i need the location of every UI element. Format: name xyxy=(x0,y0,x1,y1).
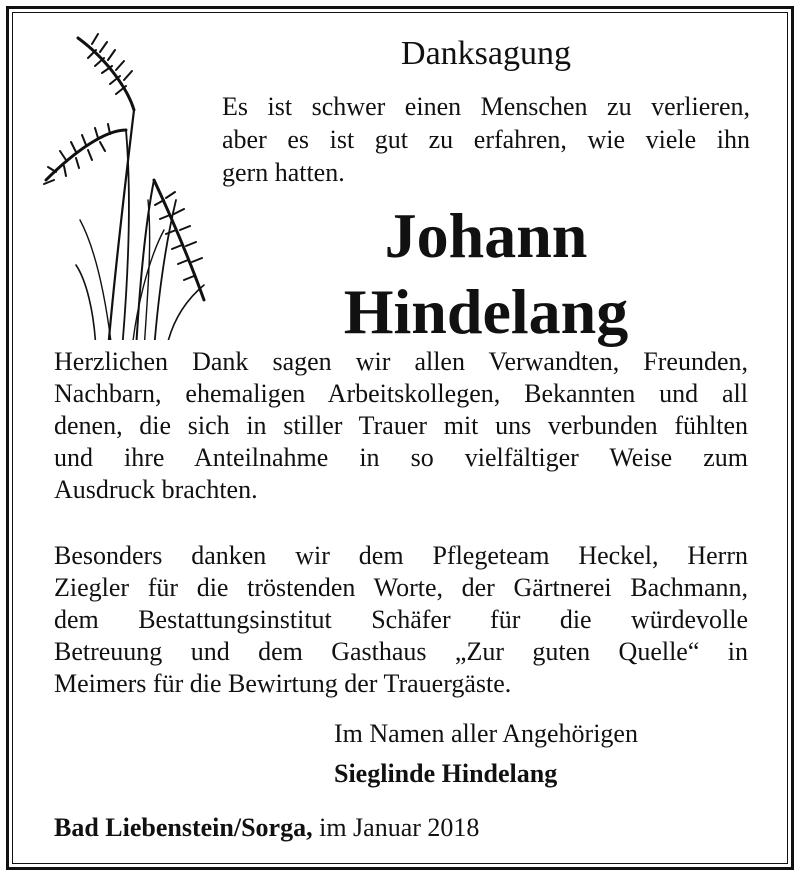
paragraph-line: Betreuung und dem Gasthaus „Zur guten Quelle“ in xyxy=(54,637,748,666)
paragraph-line: Nachbarn, ehemaligen Arbeitskollegen, Bekannten und all xyxy=(54,379,748,408)
thanks-paragraph-1 xyxy=(54,346,748,506)
paragraph-line: Meimers für die Bewirtung der Trauergäste. xyxy=(54,669,512,698)
place-date-line xyxy=(54,812,479,844)
quote-line: Es ist schwer einen Menschen zu verlieren, xyxy=(222,92,750,121)
quote-line: gern hatten. xyxy=(222,158,345,187)
paragraph-line: denen, die sich in stiller Trauer mit uns verbunden fühlten xyxy=(54,411,748,440)
paragraph-line: dem Bestattungsinstitut Schäfer für die würdevolle xyxy=(54,605,748,634)
wheat-stalks-illustration xyxy=(36,30,216,340)
heading-danksagung: Danksagung xyxy=(401,35,571,72)
paragraph-line: und ihre Anteilnahme in so vielfältiger Weise zum xyxy=(54,443,748,472)
paragraph-line: Ausdruck brachten. xyxy=(54,475,258,504)
place-name: Bad Liebenstein/Sorga, xyxy=(54,813,313,842)
quote-line: aber es ist gut zu erfahren, wie viele ihn xyxy=(222,125,750,154)
deceased-name xyxy=(222,198,750,350)
deceased-first-name: Johann xyxy=(384,200,588,271)
deceased-last-name: Hindelang xyxy=(343,276,629,347)
paragraph-line: Besonders danken wir dem Pflegeteam Heckel, Herrn xyxy=(54,541,748,570)
date-text: im Januar 2018 xyxy=(319,813,480,842)
thanks-paragraph-2 xyxy=(54,540,748,700)
paragraph-line: Ziegler für die tröstenden Worte, der Gärtnerei Bachmann, xyxy=(54,573,748,602)
paragraph-line: Herzlichen Dank sagen wir allen Verwandten, Freunden, xyxy=(54,347,748,376)
signature-intro: Im Namen aller Angehörigen xyxy=(334,719,638,748)
signature-name: Sieglinde Hindelang xyxy=(334,759,558,788)
quote-text xyxy=(222,90,750,189)
